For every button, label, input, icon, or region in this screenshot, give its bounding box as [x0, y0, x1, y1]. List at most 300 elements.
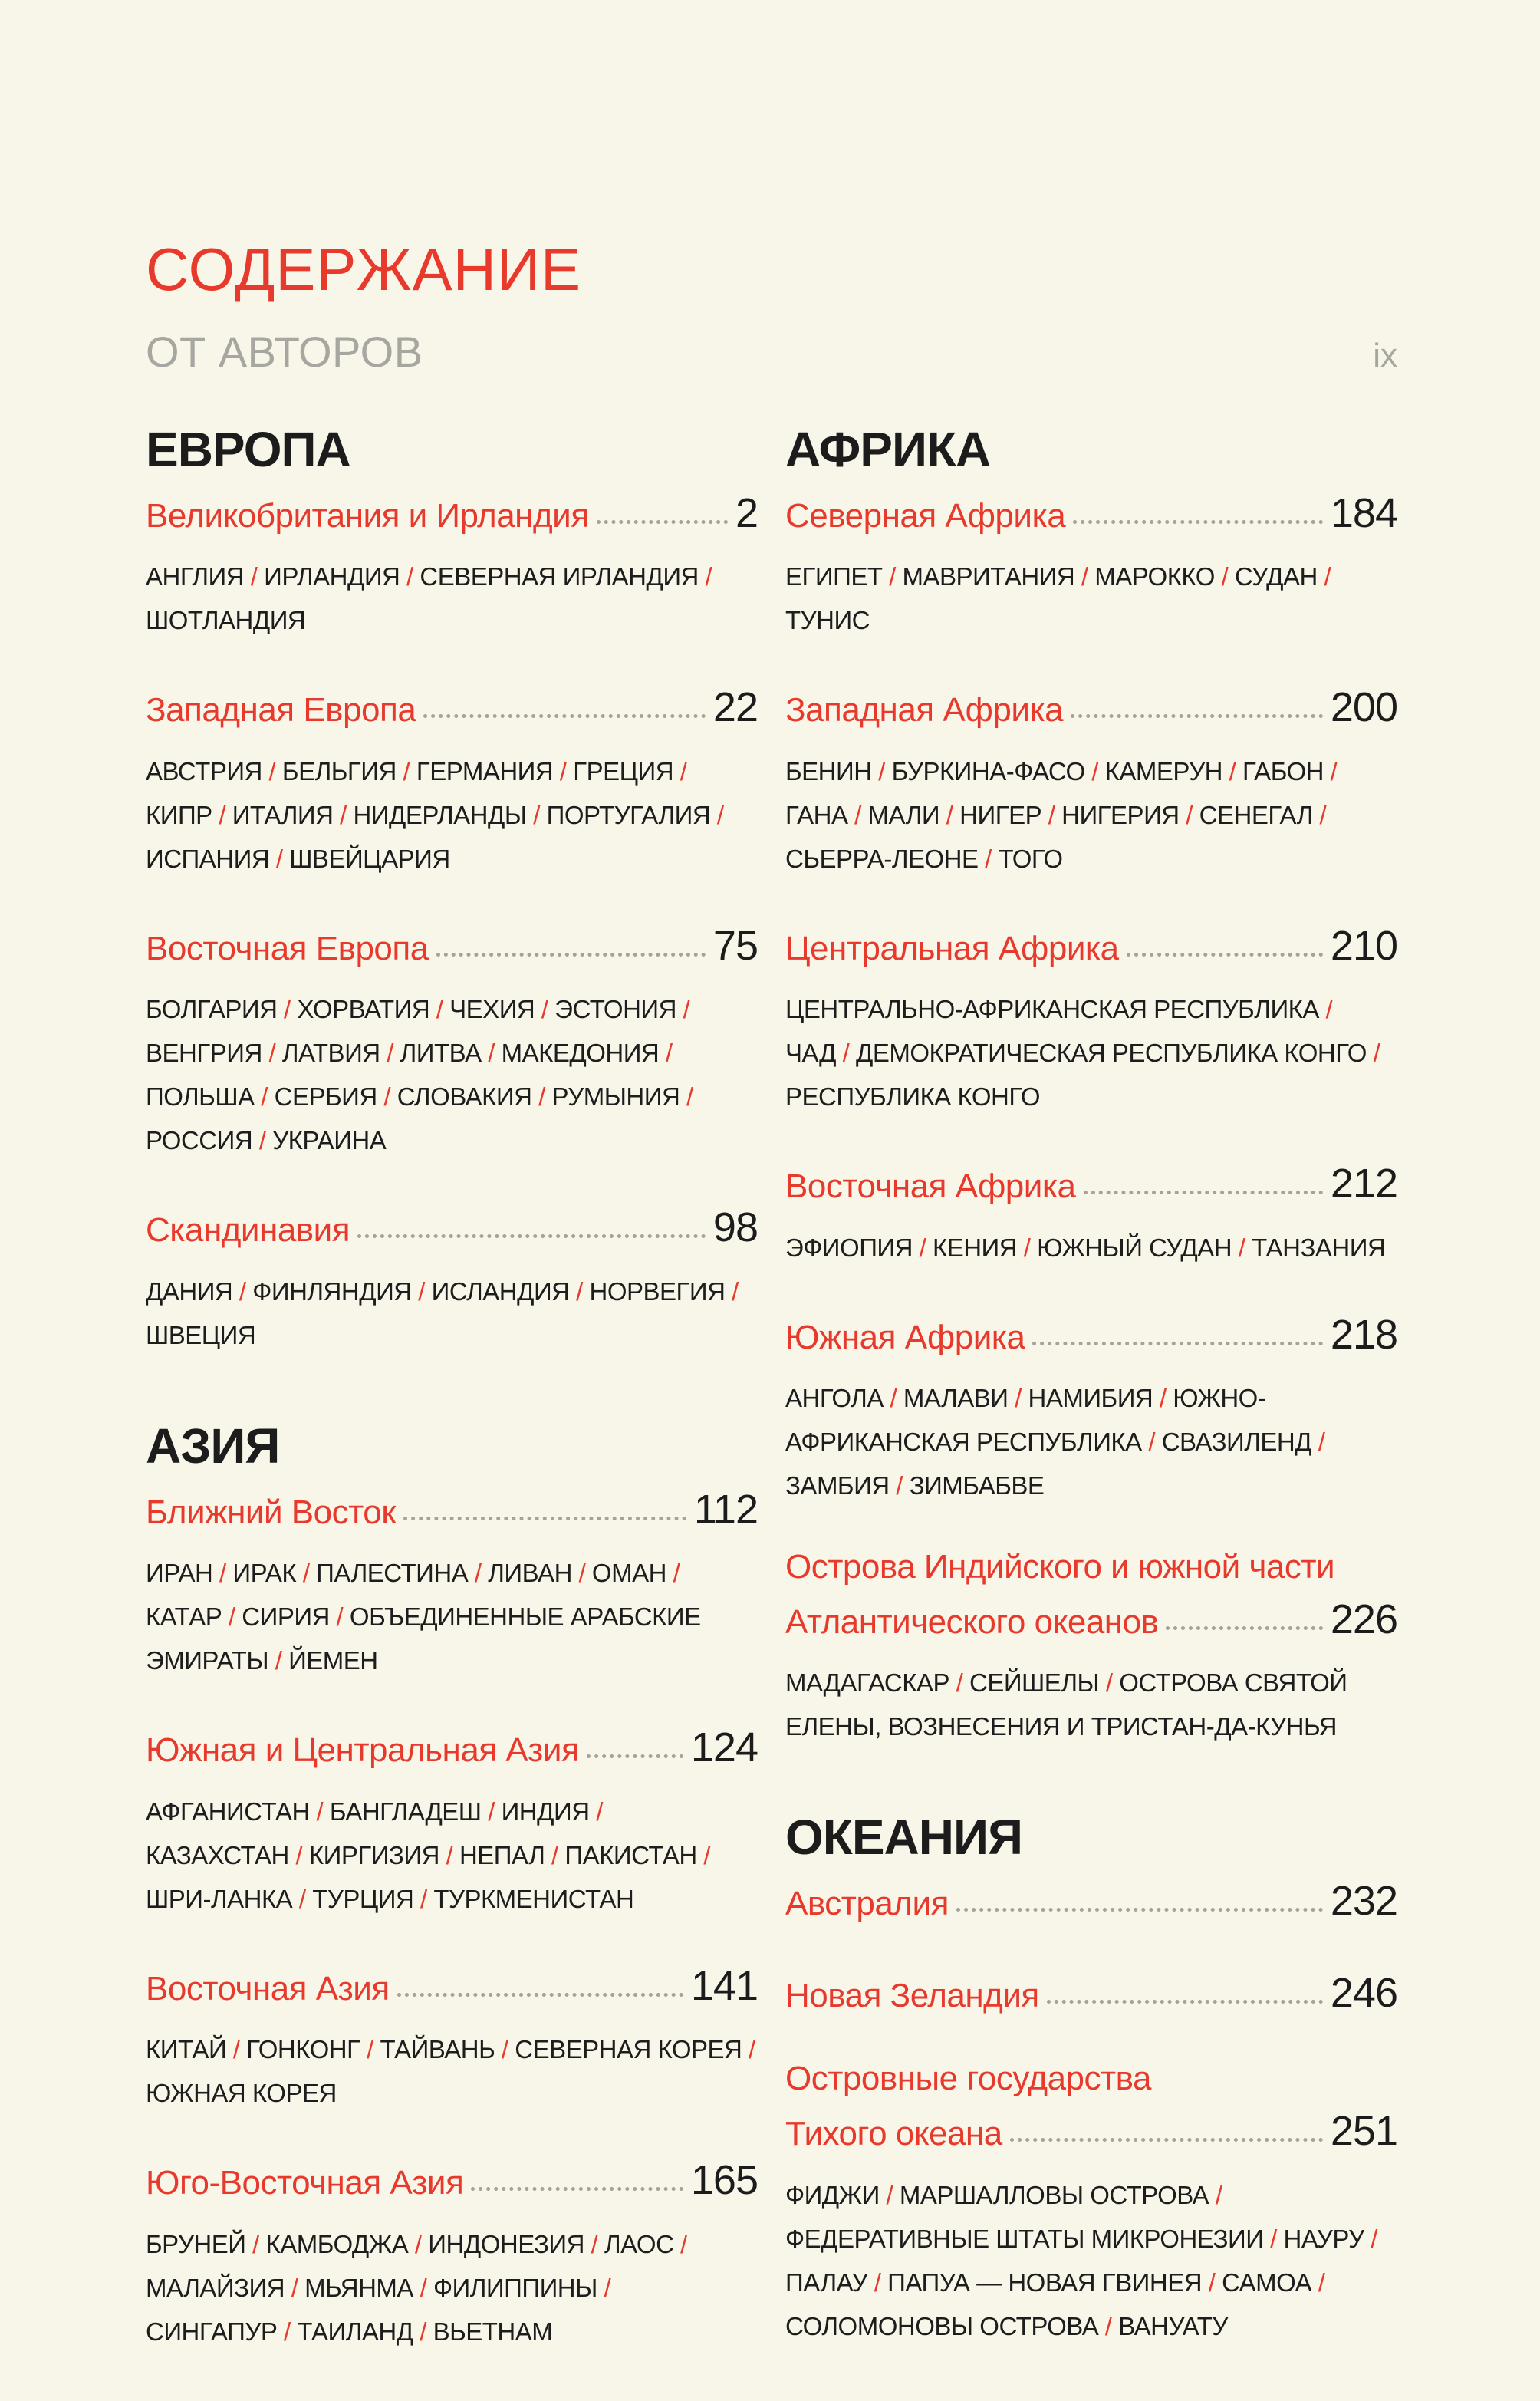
- slash-separator: /: [269, 844, 290, 873]
- slash-separator: /: [252, 1126, 273, 1155]
- country-name: СВАЗИЛЕНД: [1161, 1428, 1312, 1457]
- country-name: ВЕНГРИЯ: [146, 1039, 262, 1068]
- entry-title: Восточная Африка: [785, 1168, 1076, 1206]
- country-name: ОМАН: [591, 1559, 666, 1588]
- slash-separator: /: [1311, 2268, 1325, 2297]
- entry-row: [785, 488, 1397, 540]
- dot-leader: [1084, 1191, 1323, 1194]
- page-title: СОДЕРЖАНИЕ: [146, 235, 582, 303]
- slash-separator: /: [569, 1276, 590, 1306]
- section-asia: [146, 1418, 758, 2353]
- slash-separator: /: [1214, 562, 1235, 591]
- dot-leader: [1166, 1626, 1322, 1630]
- slash-separator: /: [411, 1276, 432, 1306]
- slash-separator: /: [296, 1559, 317, 1588]
- country-name: ТАЙВАНЬ: [380, 2035, 495, 2064]
- slash-separator: /: [1041, 800, 1062, 829]
- toc-entry: [785, 1968, 1397, 2020]
- dot-leader: [956, 1908, 1323, 1912]
- slash-separator: /: [571, 1559, 592, 1588]
- entry-row: [785, 682, 1397, 734]
- slash-separator: /: [676, 995, 690, 1024]
- country-name: НИДЕРЛАНДЫ: [353, 800, 527, 829]
- slash-separator: /: [1099, 1668, 1120, 1698]
- slash-separator: /: [673, 756, 687, 786]
- entry-page-number: 141: [690, 1962, 758, 2009]
- slash-separator: /: [285, 2273, 305, 2302]
- country-name: ЗИМБАБВЕ: [909, 1471, 1045, 1500]
- country-name: ФЕДЕРАТИВНЫЕ ШТАТЫ МИКРОНЕЗИИ: [785, 2224, 1264, 2253]
- toc-entry: [146, 1961, 758, 2116]
- toc-entry: [785, 1158, 1397, 1270]
- slash-separator: /: [377, 1082, 397, 1112]
- country-name: ПАЛАУ: [785, 2268, 868, 2297]
- entry-row: [146, 2155, 758, 2207]
- slash-separator: /: [1008, 1384, 1028, 1413]
- entry-page-number: 210: [1330, 922, 1397, 969]
- slash-separator: /: [1017, 1233, 1038, 1262]
- slash-separator: /: [545, 1840, 565, 1869]
- entry-page-number: 184: [1330, 489, 1397, 536]
- entry-title: Центральная Африка: [785, 929, 1119, 967]
- slash-separator: /: [277, 995, 298, 1024]
- country-name: ИСЛАНДИЯ: [431, 1276, 570, 1306]
- slash-separator: /: [526, 800, 547, 829]
- entry-title: Южная Африка: [785, 1318, 1025, 1356]
- dot-leader: [403, 1517, 686, 1520]
- dot-leader: [423, 714, 706, 718]
- country-name: КАМЕРУН: [1104, 756, 1222, 786]
- country-list: [785, 1661, 1397, 1748]
- entry-title: Скандинавия: [146, 1211, 350, 1250]
- country-name: ТУРЦИЯ: [312, 1884, 414, 1913]
- entry-title-line2: Атлантического океанов: [785, 1602, 1159, 1641]
- slash-separator: /: [292, 1884, 313, 1913]
- country-name: ЛИТВА: [400, 1039, 482, 1068]
- country-name: КИРГИЗИЯ: [308, 1840, 439, 1869]
- slash-separator: /: [468, 1559, 489, 1588]
- slash-separator: /: [912, 1233, 933, 1262]
- country-name: ТУНИС: [785, 606, 870, 635]
- entry-title: Новая Зеландия: [785, 1976, 1039, 2014]
- entry-page-number: 200: [1330, 684, 1397, 731]
- entry-page-number: 75: [712, 922, 758, 969]
- slash-separator: /: [882, 562, 903, 591]
- country-name: АФГАНИСТАН: [146, 1797, 310, 1826]
- slash-separator: /: [710, 800, 724, 829]
- country-name: ПАЛЕСТИНА: [316, 1559, 469, 1588]
- slash-separator: /: [400, 562, 420, 591]
- country-name: НИГЕР: [959, 800, 1042, 829]
- slash-separator: /: [1318, 995, 1333, 1024]
- slash-separator: /: [1222, 756, 1243, 786]
- country-name: ЙЕМЕН: [288, 1646, 378, 1675]
- slash-separator: /: [413, 2317, 433, 2346]
- slash-separator: /: [659, 1039, 673, 1068]
- country-name: ИРЛАНДИЯ: [264, 562, 400, 591]
- slash-separator: /: [380, 1039, 400, 1068]
- country-list: [785, 987, 1397, 1118]
- toc-entry: [146, 488, 758, 643]
- slash-separator: /: [481, 1039, 502, 1068]
- slash-separator: /: [589, 1797, 603, 1826]
- country-name: АВСТРИЯ: [146, 756, 262, 786]
- slash-separator: /: [553, 756, 574, 786]
- entry-title-line1: Островные государства: [785, 2060, 1152, 2098]
- slash-separator: /: [1209, 2180, 1222, 2209]
- slash-separator: /: [254, 1082, 275, 1112]
- dot-leader: [436, 953, 706, 957]
- country-name: КЕНИЯ: [932, 1233, 1018, 1262]
- slash-separator: /: [531, 1082, 552, 1112]
- country-name: ШВЕЙЦАРИЯ: [289, 844, 450, 873]
- country-name: САМОА: [1222, 2268, 1312, 2297]
- slash-separator: /: [288, 1840, 309, 1869]
- slash-separator: /: [309, 1797, 330, 1826]
- country-list: [146, 749, 758, 881]
- country-name: НИГЕРИЯ: [1061, 800, 1180, 829]
- toc-entry: [785, 682, 1397, 881]
- entry-row: [146, 1961, 758, 2013]
- slash-separator: /: [949, 1668, 969, 1698]
- toc-columns: [146, 421, 1397, 2353]
- country-name: ЭФИОПИЯ: [785, 1233, 913, 1262]
- country-name: СЬЕРРА-ЛЕОНЕ: [785, 844, 979, 873]
- dot-leader: [587, 1754, 683, 1758]
- country-name: ИРАК: [232, 1559, 297, 1588]
- continent-heading: ОКЕАНИЯ: [785, 1810, 1022, 1866]
- entry-page-number: 232: [1330, 1878, 1397, 1925]
- country-name: МАКЕДОНИЯ: [501, 1039, 660, 1068]
- slash-separator: /: [696, 1840, 711, 1869]
- country-name: МАРОККО: [1094, 562, 1215, 591]
- country-name: ШВЕЦИЯ: [146, 1320, 256, 1349]
- country-name: ПОРТУГАЛИЯ: [546, 800, 711, 829]
- country-list: [146, 1551, 758, 1682]
- country-name: СИНГАПУР: [146, 2317, 278, 2346]
- country-name: БРУНЕЙ: [146, 2229, 246, 2258]
- entry-page-number: 2: [735, 489, 758, 536]
- entry-row: [146, 1202, 758, 1254]
- slash-separator: /: [879, 2180, 900, 2209]
- entry-title: Юго-Восточная Азия: [146, 2164, 464, 2202]
- slash-separator: /: [439, 1840, 459, 1869]
- country-name: ВАНУАТУ: [1118, 2311, 1228, 2340]
- slash-separator: /: [262, 1039, 282, 1068]
- country-name: ЮЖНО-АФРИКАНСКАЯ РЕСПУБЛИКА: [785, 1384, 1266, 1457]
- toc-entry: [146, 921, 758, 1163]
- dot-leader: [1032, 1342, 1322, 1345]
- slash-separator: /: [725, 1276, 739, 1306]
- entry-row: [146, 488, 758, 540]
- dot-leader: [357, 1234, 706, 1238]
- entry-row: [146, 682, 758, 734]
- entry-title: Великобритания и Ирландия: [146, 496, 589, 535]
- country-name: ЭСТОНИЯ: [554, 995, 676, 1024]
- dot-leader: [1010, 2138, 1323, 2142]
- country-name: КАТАР: [146, 1602, 222, 1632]
- slash-separator: /: [978, 844, 999, 873]
- country-name: ШОТЛАНДИЯ: [146, 606, 306, 635]
- toc-entry: [146, 1722, 758, 1921]
- slash-separator: /: [1141, 1428, 1162, 1457]
- country-name: МАЛИ: [867, 800, 940, 829]
- country-name: МАДАГАСКАР: [785, 1668, 949, 1698]
- slash-separator: /: [1153, 1384, 1173, 1413]
- country-name: СЕВЕРНАЯ КОРЕЯ: [515, 2035, 742, 2064]
- country-name: СЕЙШЕЛЫ: [969, 1668, 1100, 1698]
- country-name: РУМЫНИЯ: [551, 1082, 680, 1112]
- country-name: ИНДОНЕЗИЯ: [428, 2229, 584, 2258]
- country-name: ГАБОН: [1242, 756, 1324, 786]
- entry-title: Австралия: [785, 1885, 949, 1923]
- slash-separator: /: [212, 1559, 233, 1588]
- entry-row: [146, 1484, 758, 1536]
- entry-title: Северная Африка: [785, 496, 1066, 535]
- country-name: ДАНИЯ: [146, 1276, 233, 1306]
- country-name: БУРКИНА-ФАСО: [891, 756, 1085, 786]
- country-name: НАУРУ: [1283, 2224, 1364, 2253]
- entry-row: [146, 1722, 758, 1774]
- country-name: ЛАТВИЯ: [281, 1039, 380, 1068]
- entry-page-number: 212: [1330, 1161, 1397, 1207]
- slash-separator: /: [1312, 800, 1327, 829]
- country-name: БАНГЛАДЕШ: [329, 1797, 482, 1826]
- slash-separator: /: [680, 1082, 693, 1112]
- entry-title: Восточная Азия: [146, 1969, 390, 2007]
- country-name: ЧЕХИЯ: [449, 995, 535, 1024]
- slash-separator: /: [277, 2317, 298, 2346]
- country-name: ТАНЗАНИЯ: [1252, 1233, 1386, 1262]
- country-name: ТОГО: [998, 844, 1063, 873]
- toc-entry: [146, 682, 758, 881]
- country-name: СИРИЯ: [242, 1602, 330, 1632]
- country-list: [785, 749, 1397, 881]
- slash-separator: /: [232, 1276, 253, 1306]
- entry-title: Западная Европа: [146, 691, 416, 730]
- country-list: [785, 555, 1397, 642]
- country-name: НАМИБИЯ: [1028, 1384, 1153, 1413]
- authors-note-row: [146, 328, 1397, 376]
- country-name: КАМБОДЖА: [265, 2229, 409, 2258]
- slash-separator: /: [889, 1471, 910, 1500]
- slash-separator: /: [245, 2229, 266, 2258]
- entry-title: Восточная Европа: [146, 929, 429, 967]
- slash-separator: /: [1263, 2224, 1284, 2253]
- country-name: ЦЕНТРАЛЬНО-АФРИКАНСКАЯ РЕСПУБЛИКА: [785, 995, 1319, 1024]
- entry-row: [785, 1594, 1397, 1646]
- country-list: [785, 2173, 1397, 2348]
- slash-separator: /: [1232, 1233, 1252, 1262]
- country-list: [146, 987, 758, 1162]
- country-name: ИСПАНИЯ: [146, 844, 270, 873]
- country-name: ЛАОС: [604, 2229, 674, 2258]
- slash-separator: /: [244, 562, 265, 591]
- slash-separator: /: [413, 2273, 433, 2302]
- dot-leader: [1127, 953, 1323, 957]
- country-name: БОЛГАРИЯ: [146, 995, 278, 1024]
- country-name: КАЗАХСТАН: [146, 1840, 289, 1869]
- slash-separator: /: [939, 800, 960, 829]
- country-name: ШРИ-ЛАНКА: [146, 1884, 293, 1913]
- dot-leader: [597, 520, 728, 524]
- slash-separator: /: [883, 1384, 903, 1413]
- country-name: ПОЛЬША: [146, 1082, 255, 1112]
- country-name: ЛИВАН: [488, 1559, 572, 1588]
- slash-separator: /: [1202, 2268, 1222, 2297]
- country-name: ГАНА: [785, 800, 848, 829]
- slash-separator: /: [481, 1797, 502, 1826]
- country-name: ГРЕЦИЯ: [573, 756, 674, 786]
- country-name: ХОРВАТИЯ: [297, 995, 430, 1024]
- continent-heading: АФРИКА: [785, 421, 991, 477]
- slash-separator: /: [1317, 562, 1331, 591]
- continent-heading: АЗИЯ: [146, 1418, 280, 1474]
- slash-separator: /: [1311, 1428, 1325, 1457]
- country-name: КИПР: [146, 800, 212, 829]
- dot-leader: [1073, 520, 1323, 524]
- slash-separator: /: [222, 1602, 242, 1632]
- country-name: ТАИЛАНД: [297, 2317, 413, 2346]
- country-name: СЕРБИЯ: [274, 1082, 377, 1112]
- slash-separator: /: [698, 562, 712, 591]
- entry-title: Ближний Восток: [146, 1493, 396, 1531]
- country-list: [146, 1790, 758, 1921]
- authors-note-label: ОТ АВТОРОВ: [146, 328, 423, 376]
- slash-separator: /: [212, 800, 232, 829]
- slash-separator: /: [333, 800, 354, 829]
- dot-leader: [471, 2187, 683, 2191]
- slash-separator: /: [396, 756, 416, 786]
- entry-title-line1: Острова Индийского и южной части: [785, 1548, 1335, 1586]
- toc-entry: [785, 1876, 1397, 1928]
- country-name: МАВРИТАНИЯ: [902, 562, 1075, 591]
- slash-separator: /: [584, 2229, 604, 2258]
- slash-separator: /: [871, 756, 892, 786]
- country-name: МАЛАВИ: [903, 1384, 1009, 1413]
- section-africa: [785, 421, 1397, 1749]
- toc-entry: [146, 1202, 758, 1357]
- country-list: [785, 1226, 1397, 1270]
- country-name: СЛОВАКИЯ: [397, 1082, 532, 1112]
- country-name: УКРАИНА: [272, 1126, 387, 1155]
- entry-row: [785, 1309, 1397, 1362]
- country-name: ЮЖНАЯ КОРЕЯ: [146, 2079, 337, 2108]
- section-europe: [146, 421, 758, 1357]
- slash-separator: /: [429, 995, 450, 1024]
- slash-separator: /: [262, 756, 282, 786]
- slash-separator: /: [666, 1559, 680, 1588]
- country-name: СЕНЕГАЛ: [1199, 800, 1313, 829]
- slash-separator: /: [1179, 800, 1199, 829]
- entry-title: Южная и Центральная Азия: [146, 1731, 580, 1770]
- slash-separator: /: [867, 2268, 888, 2297]
- country-name: НЕПАЛ: [459, 1840, 545, 1869]
- country-name: РЕСПУБЛИКА КОНГО: [785, 1082, 1041, 1112]
- country-name: ИРАН: [146, 1559, 213, 1588]
- slash-separator: /: [1098, 2311, 1119, 2340]
- slash-separator: /: [1074, 562, 1095, 591]
- slash-separator: /: [408, 2229, 429, 2258]
- entry-page-number: 22: [712, 684, 758, 731]
- slash-separator: /: [268, 1646, 289, 1675]
- entry-row: [785, 921, 1397, 973]
- country-name: ЮЖНЫЙ СУДАН: [1037, 1233, 1232, 1262]
- country-name: ГОНКОНГ: [246, 2035, 360, 2064]
- country-list: [146, 1270, 758, 1357]
- country-name: БЕНИН: [785, 756, 872, 786]
- entry-page-number: 251: [1330, 2108, 1397, 2155]
- entry-row: [785, 1158, 1397, 1210]
- slash-separator: /: [1366, 1039, 1380, 1068]
- slash-separator: /: [597, 2273, 611, 2302]
- slash-separator: /: [835, 1039, 856, 1068]
- country-list: [785, 1376, 1397, 1507]
- country-name: АНГОЛА: [785, 1384, 884, 1413]
- slash-separator: /: [673, 2229, 687, 2258]
- slash-separator: /: [1364, 2224, 1377, 2253]
- country-name: ЗАМБИЯ: [785, 1471, 890, 1500]
- slash-separator: /: [495, 2035, 515, 2064]
- slash-separator: /: [742, 2035, 755, 2064]
- country-name: ФИЛИППИНЫ: [433, 2273, 597, 2302]
- toc-entry: [146, 1484, 758, 1683]
- country-name: ЕГИПЕТ: [785, 562, 883, 591]
- toc-entry: [785, 488, 1397, 643]
- slash-separator: /: [329, 1602, 350, 1632]
- entry-page-number: 98: [712, 1204, 758, 1251]
- country-name: АНГЛИЯ: [146, 562, 245, 591]
- dot-leader: [1047, 2000, 1323, 2004]
- country-name: ИНДИЯ: [501, 1797, 590, 1826]
- slash-separator: /: [847, 800, 868, 829]
- toc-entry: [785, 1309, 1397, 1508]
- country-list: [146, 555, 758, 642]
- toc-entry: [785, 2059, 1397, 2347]
- entry-row: [146, 921, 758, 973]
- right-column: [785, 421, 1397, 2353]
- country-name: ОБЪЕДИНЕННЫЕ АРАБСКИЕ ЭМИРАТЫ: [146, 1602, 701, 1675]
- slash-separator: /: [535, 995, 555, 1024]
- toc-entry: [146, 2155, 758, 2353]
- country-name: ВЬЕТНАМ: [433, 2317, 553, 2346]
- entry-title: Западная Африка: [785, 691, 1064, 730]
- country-name: СУДАН: [1234, 562, 1318, 591]
- entry-page-number: 165: [690, 2157, 758, 2204]
- slash-separator: /: [1323, 756, 1338, 786]
- country-name: ОСТРОВА СВЯТОЙ ЕЛЕНЫ, ВОЗНЕСЕНИЯ И ТРИСТАН-ДА-КУНЬЯ: [785, 1668, 1348, 1741]
- country-name: ПАПУА — НОВАЯ ГВИНЕЯ: [887, 2268, 1203, 2297]
- country-list: [146, 2222, 758, 2353]
- entry-row: [785, 1968, 1397, 2020]
- toc-entry: [785, 1547, 1397, 1748]
- entry-page-number: 246: [1330, 1969, 1397, 2016]
- country-name: ЧАД: [785, 1039, 836, 1068]
- dot-leader: [397, 1993, 683, 1997]
- country-name: ДЕМОКРАТИЧЕСКАЯ РЕСПУБЛИКА КОНГО: [855, 1039, 1367, 1068]
- country-name: ТУРКМЕНИСТАН: [433, 1884, 634, 1913]
- entry-page-number: 124: [690, 1724, 758, 1771]
- dot-leader: [1071, 714, 1323, 718]
- country-name: ФИНЛЯНДИЯ: [252, 1276, 412, 1306]
- toc-entry: [785, 921, 1397, 1119]
- country-name: ИТАЛИЯ: [232, 800, 334, 829]
- country-name: МАРШАЛЛОВЫ ОСТРОВА: [899, 2180, 1209, 2209]
- country-name: НОРВЕГИЯ: [589, 1276, 726, 1306]
- entry-page-number: 218: [1330, 1311, 1397, 1358]
- country-name: СОЛОМОНОВЫ ОСТРОВА: [785, 2311, 1099, 2340]
- country-name: ГЕРМАНИЯ: [416, 756, 554, 786]
